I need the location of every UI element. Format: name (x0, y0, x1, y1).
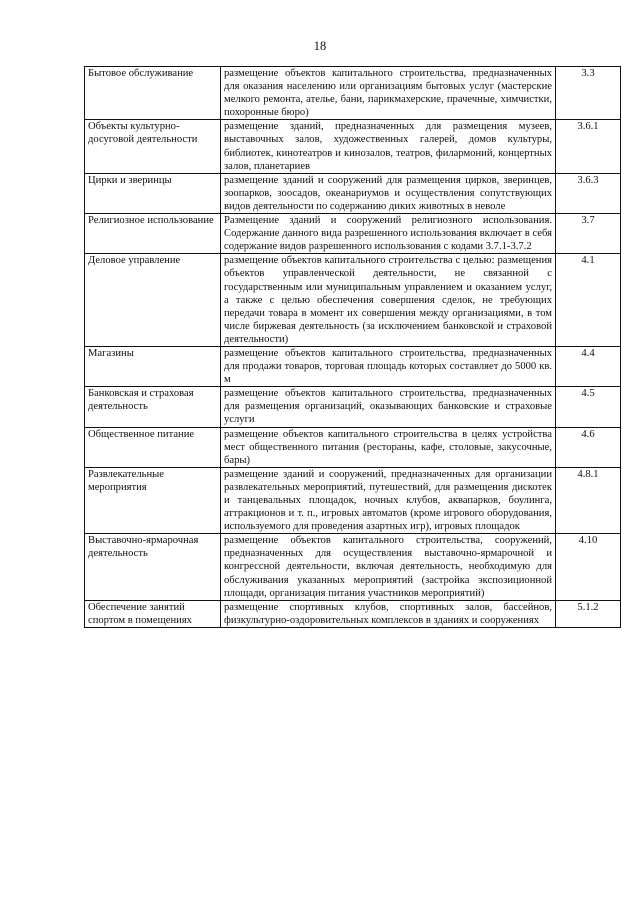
land-use-code-cell: 3.6.1 (556, 120, 621, 173)
land-use-name-cell: Развлекательные мероприятия (85, 467, 221, 533)
table-row (85, 600, 621, 627)
land-use-description-cell: размещение объектов капитального строительства, сооружений, предназначенных для осуществления выставочно-ярмарочной и конгрессной деятельности, включая деятельность, необходимую для обслуживания указанных мероприятий (застройка экспозиционной площади, организация питания участников мероприятий) (221, 534, 556, 600)
land-use-table (84, 66, 621, 628)
land-use-code-cell: 3.6.3 (556, 173, 621, 213)
land-use-name-cell: Бытовое обслуживание (85, 67, 221, 120)
land-use-description-cell: размещение объектов капитального строительства, предназначенных для продажи товаров, торговая площадь которых составляет до 5000 кв. м (221, 346, 556, 386)
land-use-description-cell: размещение объектов капитального строительства с целью: размещения объектов управленческой деятельности, не связанной с государственным или муниципальным управлением и оказанием услуг, а также с целью обеспечения совершения сделок, не требующих передачи товара в момент их совершения между организациями, в том числе биржевая деятельность (за исключением банковской и страховой деятельности) (221, 254, 556, 347)
land-use-description-cell: размещение зданий и сооружений для размещения цирков, зверинцев, зоопарков, зоосадов, океанариумов и осуществления сопутствующих видов деятельности по содержанию диких животных в неволе (221, 173, 556, 213)
table-row (85, 67, 621, 120)
land-use-name-cell: Выставочно-ярмарочная деятельность (85, 534, 221, 600)
land-use-name-cell: Религиозное использование (85, 214, 221, 254)
land-use-code-cell: 5.1.2 (556, 600, 621, 627)
land-use-code-cell: 4.5 (556, 387, 621, 427)
table-row (85, 387, 621, 427)
table-row (85, 120, 621, 173)
table-row (85, 534, 621, 600)
table-row (85, 214, 621, 254)
land-use-code-cell: 4.4 (556, 346, 621, 386)
land-use-name-cell: Банковская и страховая деятельность (85, 387, 221, 427)
land-use-code-cell: 3.7 (556, 214, 621, 254)
land-use-code-cell: 4.8.1 (556, 467, 621, 533)
land-use-description-cell: размещение зданий и сооружений, предназначенных для организации развлекательных мероприятий, путешествий, для размещения дискотек и танцевальных площадок, ночных клубов, аквапарков, боулинга, аттракционов и т. п., игровых автоматов (кроме игрового оборудования, используемого для проведения азартных игр), игровых площадок (221, 467, 556, 533)
land-use-description-cell: размещение зданий, предназначенных для размещения музеев, выставочных залов, художественных галерей, домов культуры, библиотек, кинотеатров и кинозалов, театров, филармоний, концертных залов, планетариев (221, 120, 556, 173)
land-use-name-cell: Обеспечение занятий спортом в помещениях (85, 600, 221, 627)
land-use-description-cell: размещение объектов капитального строительства, предназначенных для размещения организаций, оказывающих банковские и страховые услуги (221, 387, 556, 427)
table-row (85, 346, 621, 386)
land-use-name-cell: Цирки и зверинцы (85, 173, 221, 213)
table-row (85, 427, 621, 467)
land-use-name-cell: Объекты культурно-досуговой деятельности (85, 120, 221, 173)
table-row (85, 173, 621, 213)
land-use-name-cell: Магазины (85, 346, 221, 386)
page-number: 18 (313, 39, 327, 53)
land-use-code-cell: 4.10 (556, 534, 621, 600)
land-use-description-cell: размещение объектов капитального строительства в целях устройства мест общественного питания (рестораны, кафе, столовые, закусочные, бары) (221, 427, 556, 467)
land-use-code-cell: 4.1 (556, 254, 621, 347)
land-use-description-cell: размещение спортивных клубов, спортивных залов, бассейнов, физкультурно-оздоровительных комплексов в зданиях и сооружениях (221, 600, 556, 627)
table-row (85, 254, 621, 347)
land-use-description-cell: размещение объектов капитального строительства, предназначенных для оказания населению или организациям бытовых услуг (мастерские мелкого ремонта, ателье, бани, парикмахерские, прачечные, химчистки, похоронные бюро) (221, 67, 556, 120)
land-use-table-body (85, 67, 621, 628)
table-row (85, 467, 621, 533)
land-use-name-cell: Деловое управление (85, 254, 221, 347)
land-use-code-cell: 3.3 (556, 67, 621, 120)
land-use-name-cell: Общественное питание (85, 427, 221, 467)
land-use-description-cell: Размещение зданий и сооружений религиозного использования. Содержание данного вида разрешенного использования включает в себя содержание видов разрешенного использования с кодами 3.7.1-3.7.2 (221, 214, 556, 254)
land-use-code-cell: 4.6 (556, 427, 621, 467)
